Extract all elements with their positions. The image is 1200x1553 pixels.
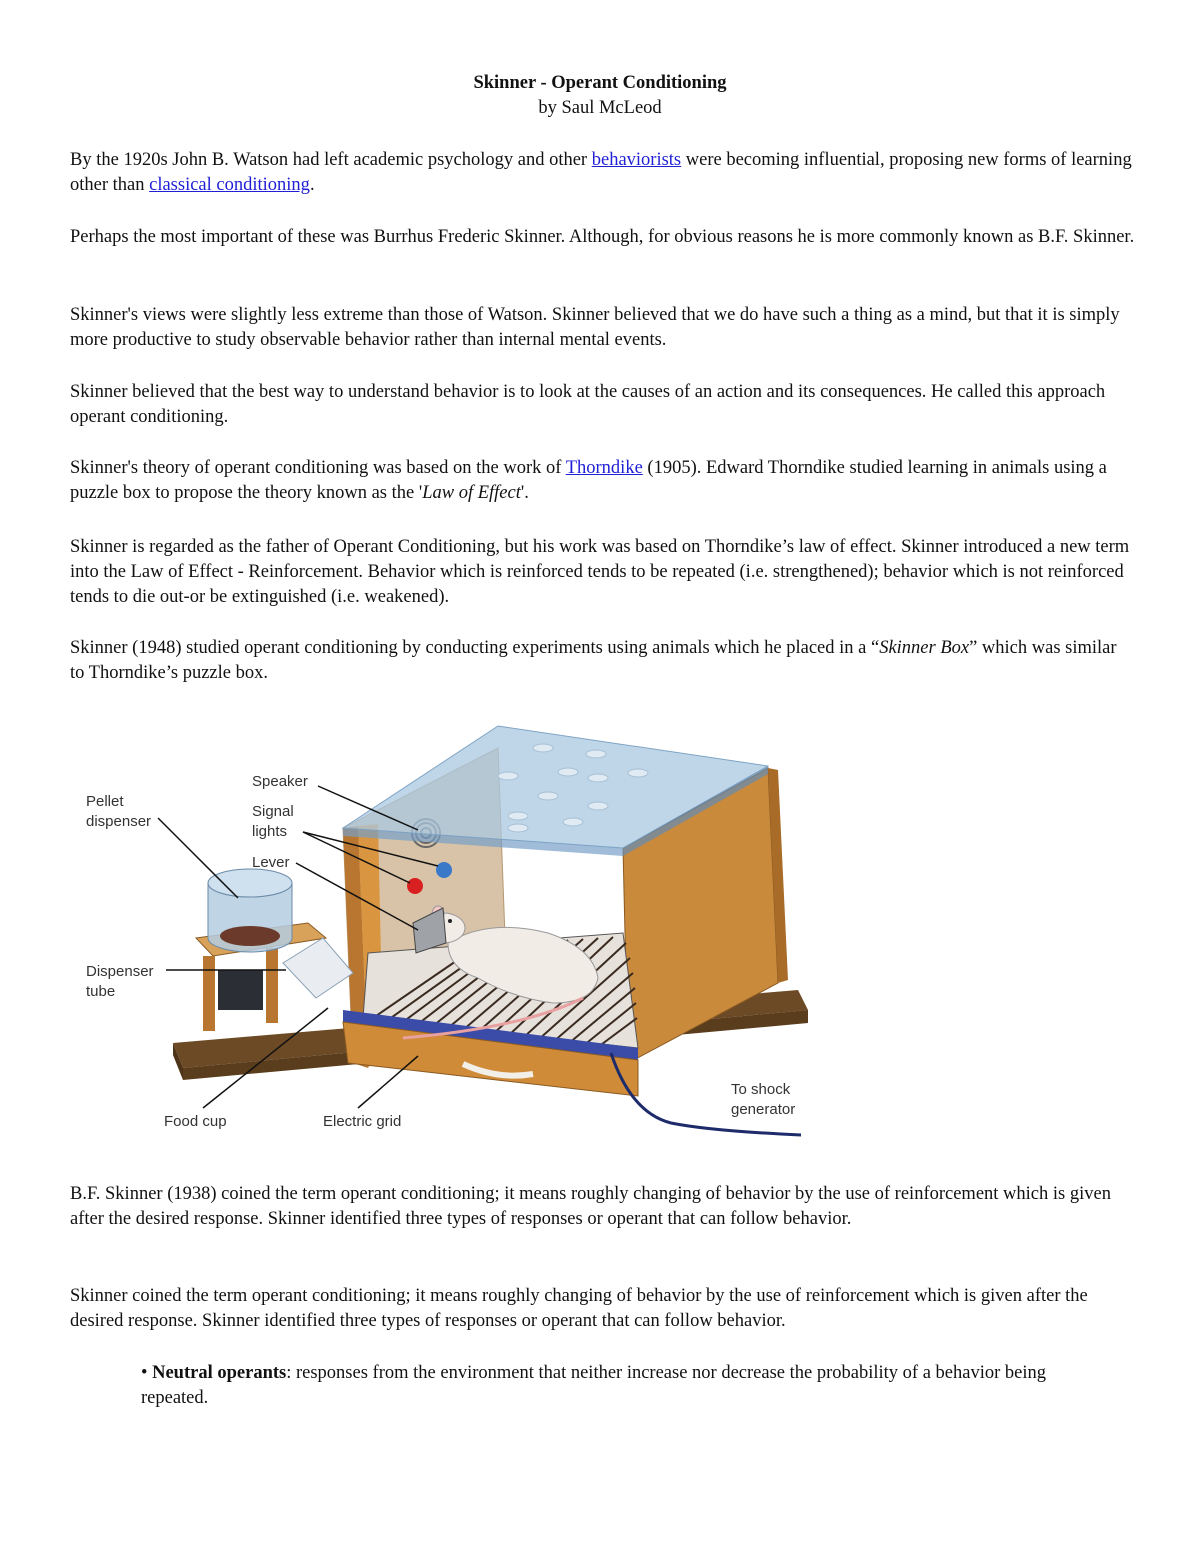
neutral-operants-term: Neutral operants <box>152 1363 287 1383</box>
label-speaker: Speaker <box>252 773 308 790</box>
paragraph-3: Skinner's views were slightly less extreme than those of Watson. Skinner believed that we do have such a thing as a mind, but that it is simply more productive to study observable behavior rather than internal mental events. <box>70 305 1120 350</box>
svg-text:dispenser: dispenser <box>86 813 152 830</box>
behaviorists-link[interactable]: behaviorists <box>591 150 682 170</box>
paragraph-2: Perhaps the most important of these was Burrhus Frederic Skinner. Although, for obvious reasons he is more commonly known as B.F. Skinner. <box>70 227 1135 247</box>
signal-light-blue <box>436 862 452 878</box>
svg-text:generator: generator <box>731 1101 796 1118</box>
thorndike-link[interactable]: Thorndike <box>565 458 643 478</box>
paragraph-7: Skinner (1948) studied operant conditioning by conducting experiments using animals which he placed in a “Skinner Box” which was similar to Thorndike’s puzzle box. <box>70 638 1117 683</box>
paragraph-4: Skinner believed that the best way to understand behavior is to look at the causes of an action and its consequences. He called this approach operant conditioning. <box>70 382 1106 427</box>
bullet-marker: • <box>141 1363 148 1383</box>
paragraph-9: Skinner coined the term operant conditioning; it means roughly changing of behavior by the use of reinforcement which is given after the desired response. Skinner identified three types of responses or operant that can follow behavior. <box>70 1286 1088 1331</box>
svg-text:lights: lights <box>252 823 288 840</box>
classical-conditioning-link[interactable]: classical conditioning <box>149 175 310 195</box>
skinner-box-term: Skinner Box <box>879 638 970 658</box>
page-title: Skinner - Operant Conditioning <box>473 73 727 93</box>
label-lever: Lever <box>252 854 290 871</box>
label-signal-lights: Signal <box>252 803 294 820</box>
bullet-neutral-operants: • Neutral operants: responses from the environment that neither increase nor decrease the probability of a behavior being repeated. <box>141 1363 1046 1408</box>
label-dispenser-tube: Dispenser <box>86 963 154 980</box>
skinner-box-illustration <box>78 718 808 1143</box>
label-food-cup: Food cup <box>164 1113 227 1130</box>
label-shock-generator: To shock <box>731 1081 791 1098</box>
label-pellet-dispenser: Pellet <box>86 793 124 810</box>
paragraph-5: Skinner's theory of operant conditioning was based on the work of Thorndike (1905). Edward Thorndike studied learning in animals using a puzzle box to propose the theory known as the 'Law of Effect'. <box>70 458 1107 503</box>
dispenser-tube <box>283 938 353 998</box>
paragraph-8: B.F. Skinner (1938) coined the term operant conditioning; it means roughly changing of behavior by the use of reinforcement which is given after the desired response. Skinner identified three types of responses or operant that can follow behavior. <box>70 1184 1111 1229</box>
paragraph-1: By the 1920s John B. Watson had left academic psychology and other behaviorists were becoming influential, proposing new forms of learning other than classical conditioning. <box>70 150 1132 195</box>
signal-light-red <box>407 878 423 894</box>
author-byline: by Saul McLeod <box>538 98 662 118</box>
label-electric-grid: Electric grid <box>323 1113 402 1130</box>
pellet-dispenser <box>196 869 353 1031</box>
svg-text:tube: tube <box>86 983 116 1000</box>
law-of-effect-term: Law of Effect <box>422 483 521 503</box>
paragraph-6: Skinner is regarded as the father of Operant Conditioning, but his work was based on Thorndike’s law of effect. Skinner introduced a new term into the Law of Effect - Reinforcement. Behavior which is reinforced tends to be repeated (i.e. strengthened); behavior which is not reinforced tends to die out-or be extinguished (i.e. weakened). <box>70 537 1130 607</box>
